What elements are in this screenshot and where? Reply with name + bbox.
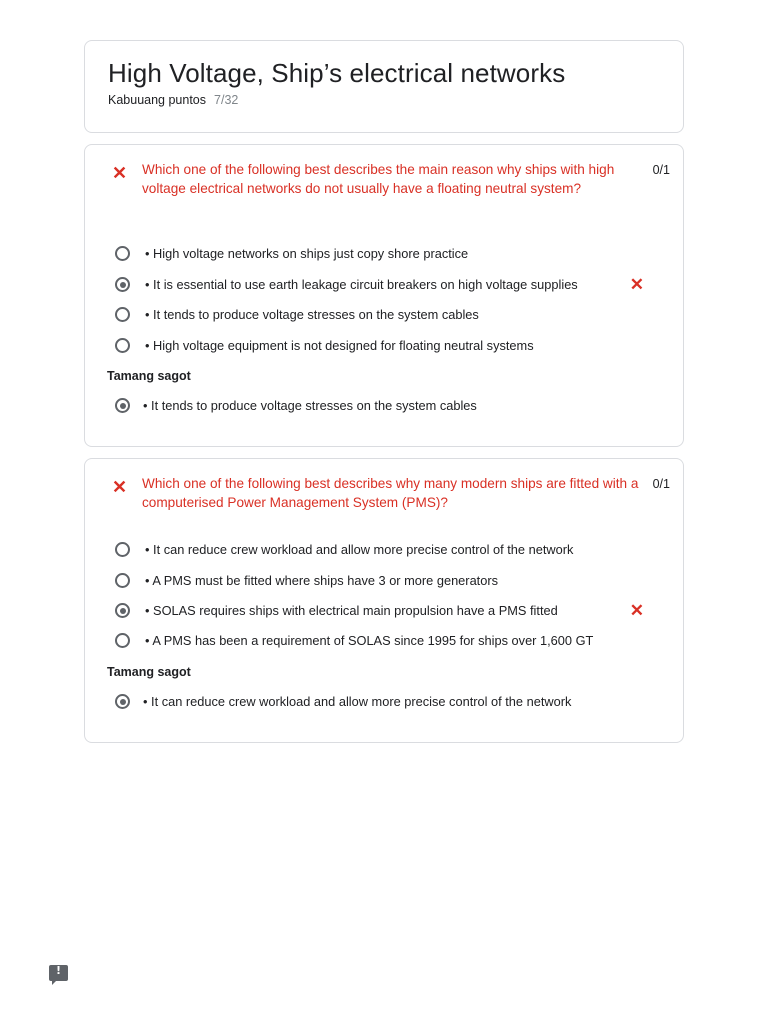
question-text: Which one of the following best describes why many modern ships are fitted with a computerised Power Management System (PMS)?: [142, 476, 639, 510]
wrong-answer-icon: ✕: [112, 163, 128, 183]
option-label: • High voltage networks on ships just copy shore practice: [145, 246, 469, 261]
radio-button[interactable]: [115, 633, 130, 648]
correct-answer-text: • It tends to produce voltage stresses on the system cables: [143, 398, 477, 413]
report-issue-icon[interactable]: [49, 965, 68, 981]
option-item[interactable]: [115, 276, 660, 296]
correct-answer-item: [115, 397, 660, 417]
radio-button-selected: [115, 398, 130, 413]
radio-button-selected[interactable]: [115, 603, 130, 618]
radio-button[interactable]: [115, 542, 130, 557]
radio-button-selected[interactable]: [115, 277, 130, 292]
option-item[interactable]: [115, 541, 660, 561]
correct-answer-item: [115, 693, 660, 713]
question-card-1: [84, 144, 684, 447]
option-label: • It is essential to use earth leakage circuit breakers on high voltage supplies: [145, 277, 578, 292]
option-label: • A PMS has been a requirement of SOLAS since 1995 for ships over 1,600 GT: [145, 633, 594, 648]
question-points: 0/1: [652, 163, 670, 177]
option-label: • It tends to produce voltage stresses on the system cables: [145, 307, 479, 322]
wrong-answer-icon: ✕: [112, 477, 128, 497]
option-label: • It can reduce crew workload and allow more precise control of the network: [145, 542, 574, 557]
option-item[interactable]: [115, 245, 660, 265]
option-item[interactable]: [115, 602, 660, 622]
question-card-2: [84, 458, 684, 743]
option-label: • High voltage equipment is not designed for floating neutral systems: [145, 338, 534, 353]
form-header-card: [84, 40, 684, 133]
form-title: High Voltage, Ship’s electrical networks: [108, 58, 566, 88]
wrong-answer-icon: ✕: [629, 601, 644, 620]
radio-button[interactable]: [115, 246, 130, 261]
radio-button[interactable]: [115, 573, 130, 588]
score-label: Kabuuang puntos: [108, 93, 207, 107]
radio-button[interactable]: [115, 338, 130, 353]
option-item[interactable]: [115, 572, 660, 592]
option-label: • SOLAS requires ships with electrical main propulsion have a PMS fitted: [145, 603, 558, 618]
question-points: 0/1: [652, 477, 670, 491]
score-value: 7/32: [214, 93, 239, 107]
total-score: [108, 93, 238, 107]
option-item[interactable]: [115, 632, 660, 652]
wrong-answer-icon: ✕: [629, 275, 644, 294]
correct-answer-label: Tamang sagot: [107, 665, 191, 679]
correct-answer-label: Tamang sagot: [107, 369, 191, 383]
option-item[interactable]: [115, 306, 660, 326]
question-text: Which one of the following best describes the main reason why ships with high voltage electrical networks do not usually have a floating neutral system?: [142, 162, 615, 196]
option-item[interactable]: [115, 337, 660, 357]
radio-button-selected: [115, 694, 130, 709]
correct-answer-text: • It can reduce crew workload and allow more precise control of the network: [143, 694, 572, 709]
radio-button[interactable]: [115, 307, 130, 322]
option-label: • A PMS must be fitted where ships have 3 or more generators: [145, 573, 499, 588]
